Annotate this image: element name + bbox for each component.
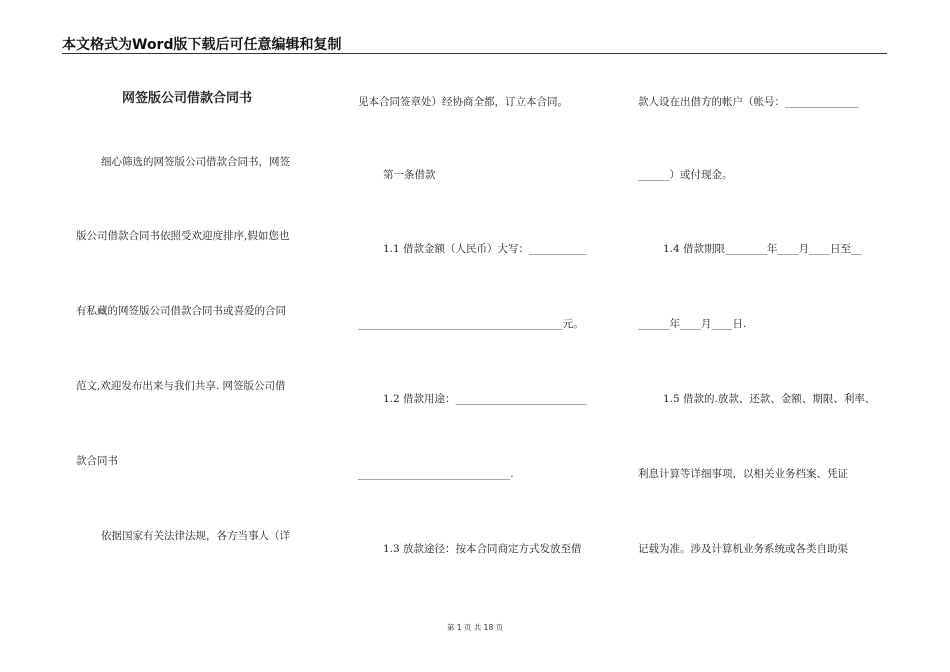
paragraph-line: 1.3 放款途径：按本合同商定方式发放至借: [383, 543, 582, 555]
header-rule: [62, 53, 887, 54]
paragraph-line: 细心筛选的网签版公司借款合同书，网签: [101, 156, 290, 168]
paragraph-line: 款人设在出借方的帐户（帐号：______________: [638, 96, 859, 108]
paragraph-line: 依据国家有关法律法规，各方当事人（详: [101, 530, 290, 542]
section-heading: 第一条借款: [383, 169, 436, 181]
page-number-footer: 第 1 页 共 18 页: [446, 623, 504, 632]
paragraph-line: 见本合同签章处）经协商全都，订立本合同。: [358, 96, 568, 108]
document-title: 网签版公司借款合同书: [122, 91, 253, 106]
paragraph-line: ______年____月____日.: [638, 318, 747, 330]
paragraph-line: 利息计算等详细事项，以相关业务档案、凭证: [638, 468, 848, 480]
paragraph-line: 记载为准。涉及计算机业务系统或各类自助渠: [638, 543, 848, 555]
paragraph-line: 范文,欢迎发布出来与我们共享. 网签版公司借: [76, 380, 286, 392]
paragraph-line: 版公司借款合同书依照受欢迎度排序,假如您也: [76, 230, 290, 242]
paragraph-line: 1.1 借款金额（人民币）大写：___________: [383, 243, 587, 255]
paragraph-line: 有私藏的网签版公司借款合同书或喜爱的合同: [76, 305, 286, 317]
header-banner: 本文格式为Word版下载后可任意编辑和复制: [62, 37, 342, 53]
paragraph-line: 1.2 借款用途：_________________________: [383, 393, 587, 405]
paragraph-line: 1.4 借款期限________年____月____日至__: [663, 243, 862, 255]
paragraph-line: _____________________________.: [358, 468, 514, 480]
paragraph-line: ______）或付现金。: [638, 169, 733, 181]
paragraph-line: 款合同书: [76, 455, 118, 467]
paragraph-line: _______________________________________元。: [358, 318, 584, 330]
paragraph-line: 1.5 借款的.放款、还款、金额、期限、利率、: [663, 393, 876, 405]
